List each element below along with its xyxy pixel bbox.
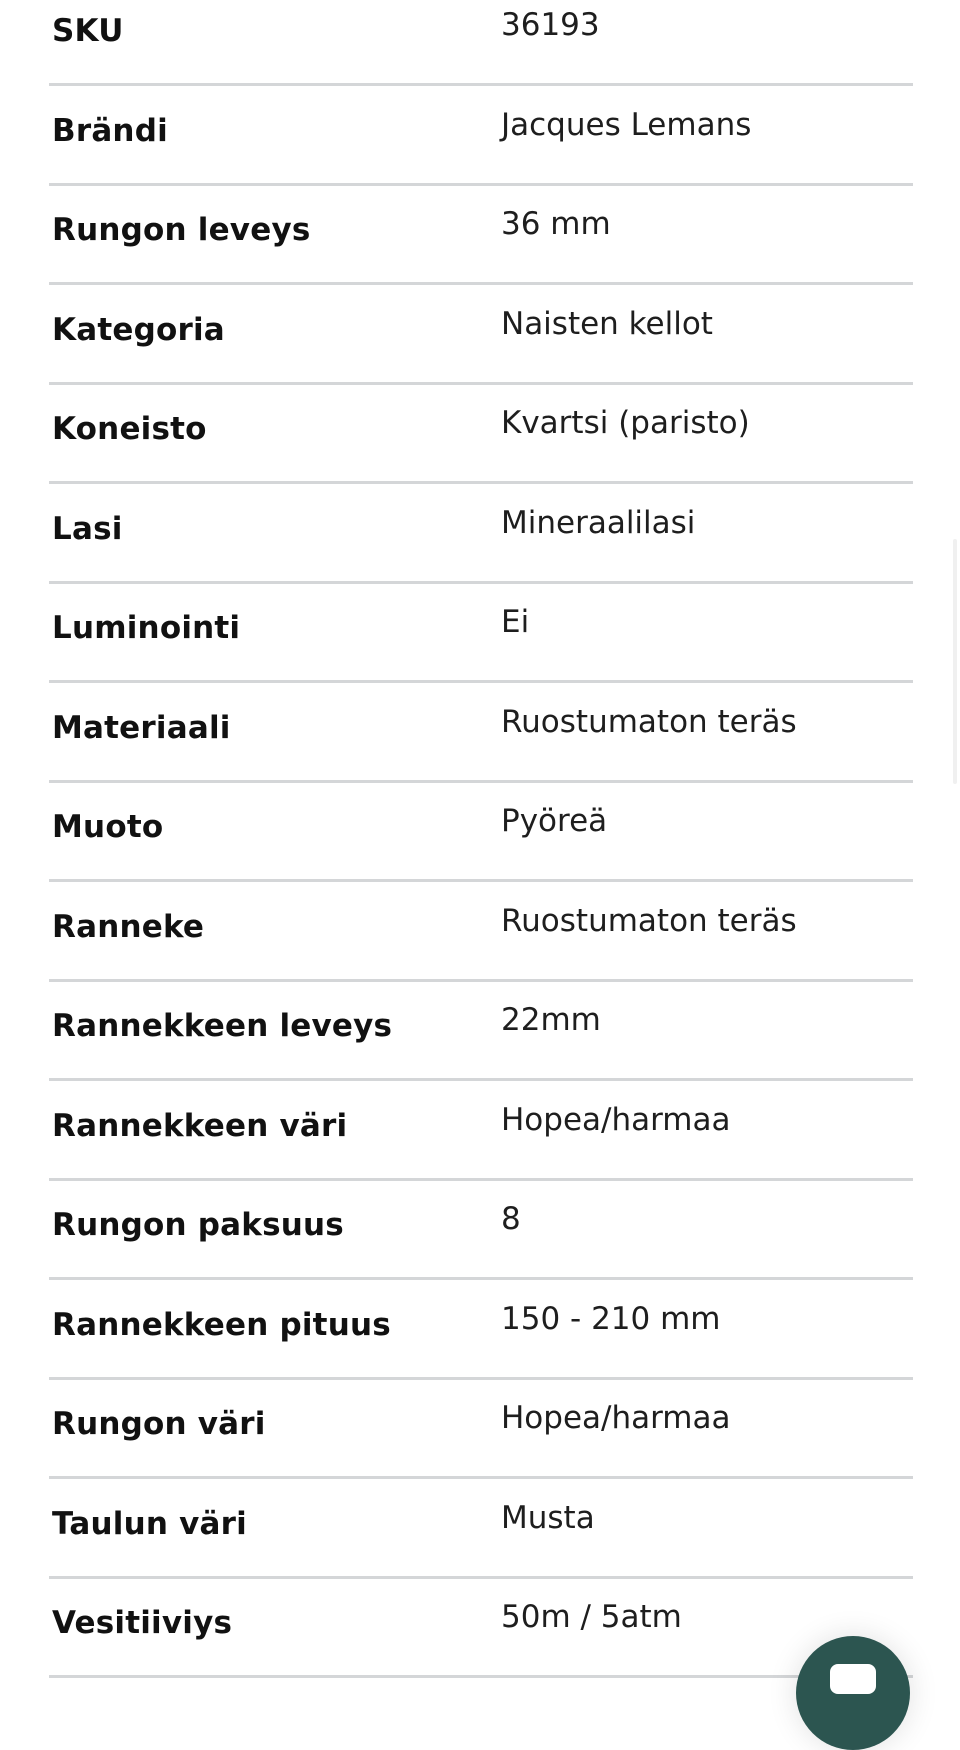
spec-label: Rungon väri [52,1406,266,1442]
spec-row [49,1280,913,1380]
spec-value: Naisten kellot [501,305,713,342]
spec-value: Mineraalilasi [501,504,696,541]
spec-row [49,584,913,684]
chat-button[interactable] [796,1636,910,1750]
spec-label: Ranneke [52,908,205,945]
spec-label: SKU [52,13,124,49]
spec-label: Brändi [52,112,168,149]
spec-label: Rungon paksuus [52,1207,344,1243]
spec-value: Ruostumaton teräs [501,902,797,939]
spec-value: Ruostumaton teräs [501,703,797,740]
spec-value: Musta [501,1499,595,1536]
spec-row [49,783,913,883]
spec-label: Taulun väri [52,1505,247,1542]
spec-label: Kategoria [52,311,225,348]
spec-label: Rungon leveys [52,212,311,248]
spec-value: Ei [501,604,530,640]
spec-row [49,1579,913,1679]
spec-value: Kvartsi (paristo) [501,405,750,441]
scrollbar[interactable] [953,539,957,784]
spec-value: 36 mm [501,206,611,242]
spec-label: Rannekkeen väri [52,1107,348,1144]
product-spec-table [49,0,913,1678]
spec-row [49,982,913,1082]
spec-row [49,882,913,982]
spec-row [49,1479,913,1579]
spec-value: Pyöreä [501,803,608,839]
spec-row [49,86,913,186]
spec-label: Lasi [52,510,123,547]
spec-row [49,385,913,485]
spec-value: 8 [501,1201,521,1237]
spec-label: Muoto [52,809,164,845]
spec-row [49,1181,913,1281]
spec-value: Jacques Lemans [501,106,752,143]
spec-label: Rannekkeen pituus [52,1306,391,1343]
spec-label: Materiaali [52,709,231,746]
spec-label: Luminointi [52,610,241,646]
spec-value: Hopea/harmaa [501,1400,731,1436]
spec-row [49,1380,913,1480]
spec-label: Rannekkeen leveys [52,1008,393,1044]
spec-row [49,285,913,385]
spec-value: 36193 [501,7,600,43]
spec-value: 22mm [501,1002,601,1038]
spec-row [49,186,913,286]
spec-row [49,0,913,86]
spec-row [49,1081,913,1181]
spec-row [49,683,913,783]
spec-row [49,484,913,584]
spec-value: 150 - 210 mm [501,1300,721,1337]
spec-label: Koneisto [52,411,207,447]
spec-label: Vesitiiviys [52,1605,233,1641]
spec-value: Hopea/harmaa [501,1101,731,1138]
spec-value: 50m / 5atm [501,1599,682,1635]
